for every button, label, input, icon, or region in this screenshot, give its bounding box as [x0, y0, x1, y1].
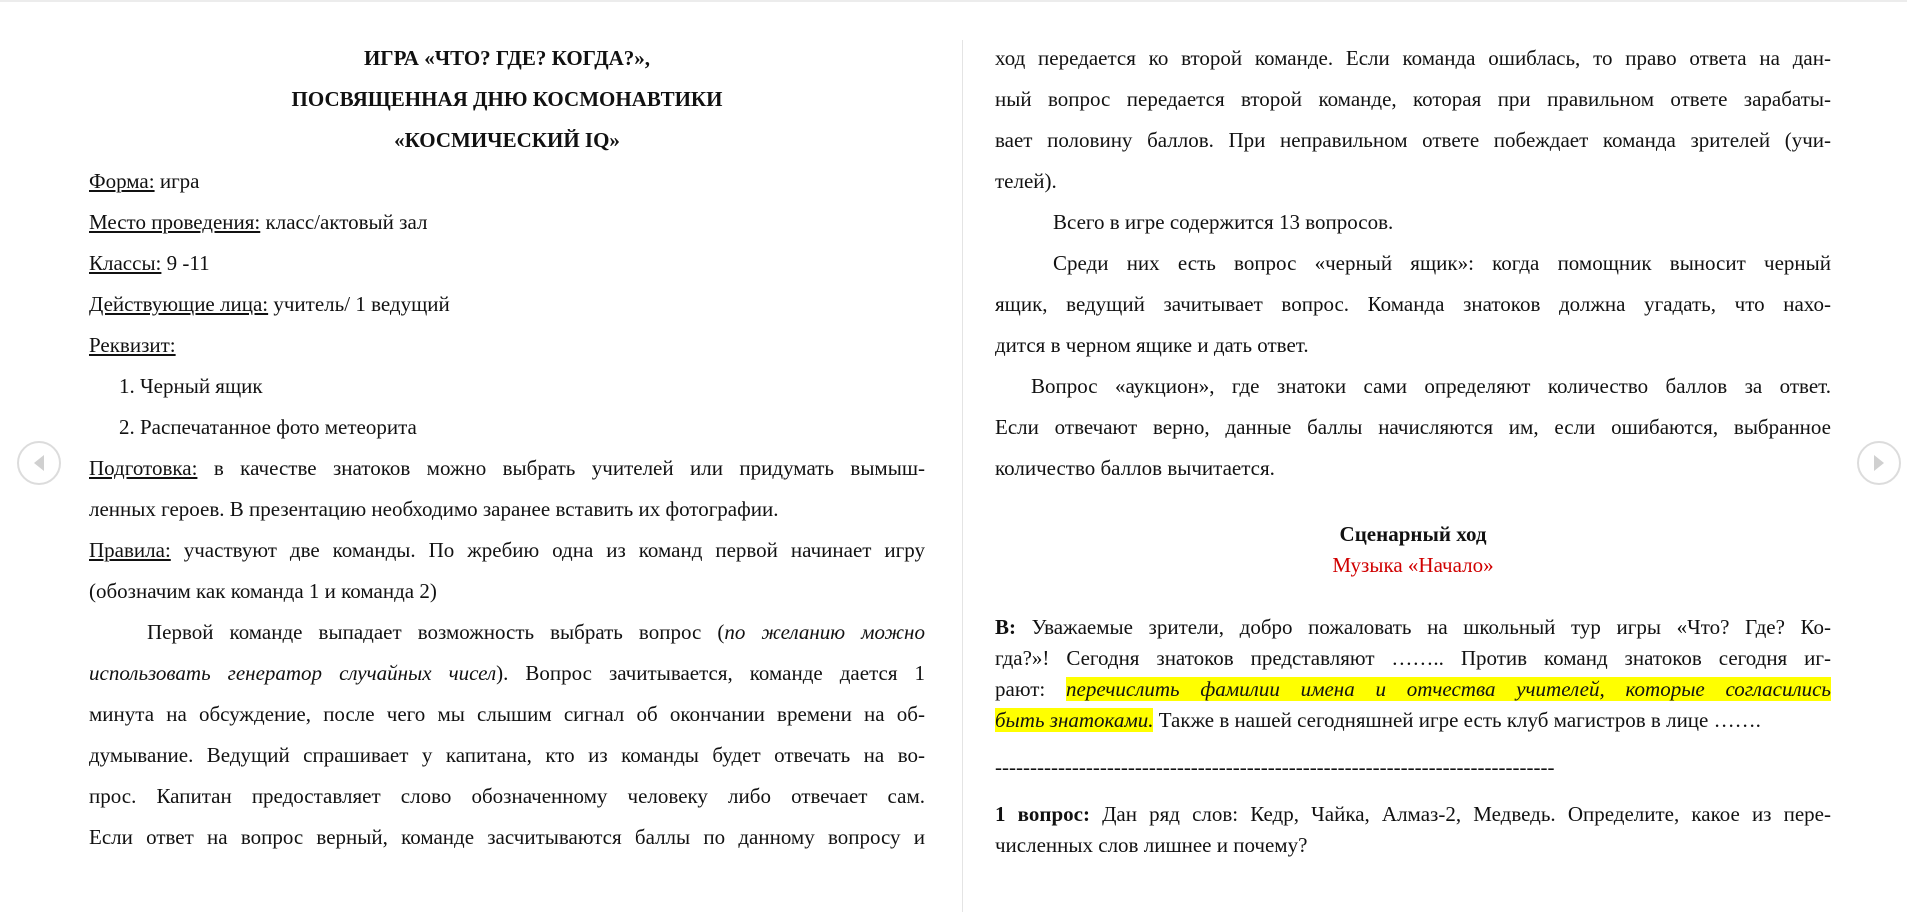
v-text: рают: [995, 677, 1067, 701]
question-text: Дан ряд слов: Кедр, Чайка, Алмаз-2, Медведь. Определите, какое из пере- [1089, 802, 1831, 826]
rekvizit-item: 2. Распечатанное фото метеорита [119, 415, 417, 439]
podg-line-1 [89, 448, 925, 489]
mesto-value: класс/актовый зал [260, 210, 428, 234]
para-line-2 [89, 653, 925, 694]
klassy-row [89, 243, 925, 284]
v-line-1 [995, 612, 1831, 643]
lica-label: Действующие лица: [89, 292, 269, 316]
doc-title-line-1: ИГРА «ЧТО? ГДЕ? КОГДА?», [363, 46, 651, 70]
next-page-button[interactable] [1857, 441, 1901, 485]
chevron-right-icon [1872, 454, 1886, 472]
v-text: Также в нашей сегодняшней игре есть клуб магистров в лице ……. [1153, 708, 1761, 732]
v-text: Уважаемые зрители, добро пожаловать на школьный тур игры «Что? Где? Ко- [1016, 615, 1831, 639]
rekvizit-label: Реквизит: [89, 333, 176, 357]
sredi-line-3: дится в черном ящике и дать ответ. [995, 333, 1309, 357]
chevron-left-icon [32, 454, 46, 472]
highlighted-instruction: быть знатоками. [995, 708, 1154, 732]
music-cue: Музыка «Начало» [1332, 553, 1494, 577]
podg-label: Подготовка: [89, 456, 198, 480]
para-text: Первой команде выпадает возможность выбрать вопрос ( [147, 620, 725, 644]
para-line-4: думывание. Ведущий спрашивает у капитана, кто из команды будет отвечать на во- [89, 743, 925, 767]
rekvizit-item: 1. Черный ящик [119, 374, 263, 398]
page-divider [962, 40, 963, 912]
question-1-line-1 [995, 799, 1831, 830]
para-line-5: прос. Капитан предоставляет слово обозначенному человеку либо отвечает сам. [89, 784, 925, 808]
scenario-title: Сценарный ход [1339, 522, 1487, 546]
pravila-line-2: (обозначим как команда 1 и команда 2) [89, 579, 437, 603]
lica-value: учитель/ 1 ведущий [268, 292, 450, 316]
right-page [995, 38, 1831, 861]
pravila-line-1 [89, 530, 925, 571]
left-page [89, 38, 925, 858]
forma-row [89, 161, 925, 202]
rekvizit-row [89, 325, 925, 366]
para-italic: по желанию можно [724, 620, 925, 644]
question-label: 1 вопрос: [995, 802, 1090, 826]
sredi-line-2: ящик, ведущий зачитывает вопрос. Команда знатоков должна угадать, что нахо- [995, 292, 1831, 316]
auction-line-1: Вопрос «аукцион», где знатоки сами определяют количество баллов за ответ. [1031, 374, 1831, 398]
v-line-3 [995, 674, 1831, 705]
separator-dashes: -------------------------------------------------------------------------------- [995, 755, 1555, 779]
doc-title-line-2: ПОСВЯЩЕННАЯ ДНЮ КОСМОНАВТИКИ [291, 87, 723, 111]
prev-page-button[interactable] [17, 441, 61, 485]
mesto-label: Место проведения: [89, 210, 261, 234]
lica-row [89, 284, 925, 325]
top-border [0, 0, 1907, 2]
auction-line-2: Если отвечают верно, данные баллы начисляются им, если ошибаются, выбранное [995, 415, 1831, 439]
speaker-label: В: [995, 615, 1016, 639]
pravila-label: Правила: [89, 538, 171, 562]
para-italic: использовать генератор случайных чисел [89, 661, 497, 685]
sredi-line-1: Среди них есть вопрос «черный ящик»: когда помощник выносит черный [1053, 251, 1831, 275]
rules-cont-line-3: вает половину баллов. При неправильном ответе побеждает команда зрителей (учи- [995, 128, 1831, 152]
podg-text: в качестве знатоков можно выбрать учителей или придумать вымыш- [197, 456, 925, 480]
highlighted-instruction: перечислить фамилии имена и отчества учителей, которые согласились [1066, 677, 1831, 701]
klassy-value: 9 -11 [161, 251, 210, 275]
para-line-1 [89, 612, 925, 653]
doc-title-line-3: «КОСМИЧЕСКИЙ IQ» [394, 128, 620, 152]
forma-value: игра [154, 169, 200, 193]
question-1-line-2: численных слов лишнее и почему? [995, 833, 1308, 857]
para-line-6: Если ответ на вопрос верный, команде засчитываются баллы по данному вопросу и [89, 825, 925, 849]
vsego-line: Всего в игре содержится 13 вопросов. [1053, 210, 1394, 234]
v-line-4 [995, 705, 1831, 736]
podg-line-2: ленных героев. В презентацию необходимо заранее вставить их фотографии. [89, 497, 779, 521]
pravila-text: участвуют две команды. По жребию одна из команд первой начинает игру [170, 538, 925, 562]
mesto-row [89, 202, 925, 243]
rules-cont-line-1: ход передается ко второй команде. Если команда ошиблась, то право ответа на дан- [995, 46, 1831, 70]
v-line-2: гда?»! Сегодня знатоков представляют …….. Против команд знатоков сегодня иг- [995, 646, 1831, 670]
para-text: ). Вопрос зачитывается, команде дается 1 [496, 661, 926, 685]
klassy-label: Классы: [89, 251, 162, 275]
auction-line-3: количество баллов вычитается. [995, 456, 1275, 480]
rules-cont-line-4: телей). [995, 169, 1057, 193]
forma-label: Форма: [89, 169, 155, 193]
para-line-3: минута на обсуждение, после чего мы слышим сигнал об окончании времени на об- [89, 702, 925, 726]
rules-cont-line-2: ный вопрос передается второй команде, которая при правильном ответе зарабаты- [995, 87, 1831, 111]
